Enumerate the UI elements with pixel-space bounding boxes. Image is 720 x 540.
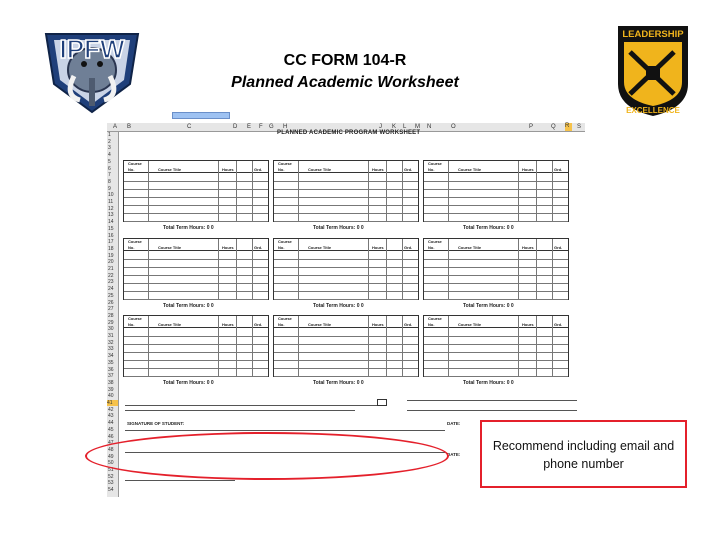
svg-text:LEADERSHIP: LEADERSHIP (622, 29, 684, 40)
term-col-line (552, 239, 553, 299)
term-block (123, 238, 269, 300)
row-header-10: 10 (108, 192, 114, 199)
term-row-line (124, 275, 268, 276)
term-row-line (124, 189, 268, 190)
total-term-hours: Total Term Hours: 0 0 (463, 303, 514, 309)
svg-text:EXCELLENCE: EXCELLENCE (626, 106, 680, 115)
term-col-course: Course (278, 239, 292, 244)
term-col-line (298, 316, 299, 376)
total-term-hours: Total Term Hours: 0 0 (163, 225, 214, 231)
column-header-o: O (451, 124, 456, 130)
term-row-line (424, 221, 568, 222)
term-row-line (274, 291, 418, 292)
term-block (423, 315, 569, 377)
term-col-line (236, 161, 237, 221)
term-col-line (252, 161, 253, 221)
term-row-line (274, 352, 418, 353)
term-col-line (218, 316, 219, 376)
rotc-logo (616, 22, 690, 118)
army-rotc-shield-icon (616, 22, 690, 118)
term-col-line (518, 316, 519, 376)
term-row-line (424, 344, 568, 345)
column-header-h: H (283, 124, 288, 130)
row-header-15: 15 (108, 225, 114, 232)
ipfw-logo (40, 18, 144, 114)
term-col-line (552, 316, 553, 376)
row-header-51: 51 (108, 467, 114, 473)
term-col-grade: Grd. (254, 167, 263, 172)
row-header-1: 1 (108, 132, 111, 138)
term-col-line (386, 316, 387, 376)
term-row-line (424, 336, 568, 337)
term-row-line (124, 291, 268, 292)
name-box (172, 112, 230, 119)
row-header-38: 38 (108, 379, 114, 386)
term-col-course-title: Course Title (458, 167, 482, 172)
column-header-p: P (529, 124, 534, 130)
row-header-5: 5 (108, 158, 111, 165)
date-label: DATE: (447, 421, 461, 426)
term-row-line (424, 197, 568, 198)
row-header-50: 50 (108, 460, 114, 467)
term-row-line (424, 267, 568, 268)
term-row-line (124, 376, 268, 377)
term-col-line (148, 161, 149, 221)
term-row-line (124, 283, 268, 284)
footnote-line (125, 402, 385, 407)
term-col-line (448, 161, 449, 221)
row-header-2: 2 (108, 138, 111, 145)
term-block (123, 315, 269, 377)
term-col-no: No. (278, 167, 285, 172)
row-header-35: 35 (108, 359, 114, 366)
term-row-line (424, 352, 568, 353)
column-header-b: B (127, 124, 132, 130)
term-col-line (402, 239, 403, 299)
row-header-31: 31 (108, 333, 114, 339)
column-header-l: L (403, 124, 407, 130)
term-col-no: No. (128, 322, 135, 327)
column-header-n: N (427, 124, 432, 130)
term-row-line (124, 360, 268, 361)
row-header-21: 21 (108, 266, 114, 272)
term-col-course: Course (428, 316, 442, 321)
term-col-line (402, 161, 403, 221)
term-col-course-title: Course Title (308, 245, 332, 250)
term-row-line (424, 275, 568, 276)
total-term-hours: Total Term Hours: 0 0 (313, 303, 364, 309)
row-header-25: 25 (108, 292, 114, 299)
row-header-44: 44 (108, 420, 114, 427)
term-row-line (124, 299, 268, 300)
row-header-53: 53 (108, 480, 114, 487)
row-header-47: 47 (108, 440, 114, 447)
term-row-line (274, 275, 418, 276)
footnote-line-4 (407, 410, 577, 411)
row-header-27: 27 (108, 306, 114, 313)
term-col-line (218, 161, 219, 221)
term-row-line (274, 267, 418, 268)
term-col-grade: Grd. (254, 245, 263, 250)
term-row-line (424, 259, 568, 260)
column-header-a: A (113, 124, 118, 130)
column-header-q: Q (551, 124, 556, 130)
term-row-line (124, 213, 268, 214)
column-header-k: K (392, 124, 397, 130)
term-row-line (274, 368, 418, 369)
term-col-course: Course (278, 161, 292, 166)
svg-text:IPFW: IPFW (59, 34, 125, 64)
term-row-line (124, 181, 268, 182)
row-header-54: 54 (108, 487, 114, 494)
term-col-no: No. (128, 167, 135, 172)
term-col-course-title: Course Title (308, 322, 332, 327)
row-header-28: 28 (108, 312, 114, 319)
term-col-course-title: Course Title (458, 322, 482, 327)
row-header-37: 37 (108, 373, 114, 380)
term-col-hours: Hours (372, 245, 384, 250)
row-header-48: 48 (108, 446, 114, 453)
worksheet-title: PLANNED ACADEMIC PROGRAM WORKSHEET (277, 130, 421, 136)
row-header-43: 43 (108, 413, 114, 420)
column-header-e: E (247, 124, 252, 130)
term-col-line (536, 161, 537, 221)
footnote-line-2 (407, 400, 577, 401)
term-row-line (124, 205, 268, 206)
total-term-hours: Total Term Hours: 0 0 (313, 225, 364, 231)
term-block (273, 315, 419, 377)
term-col-hours: Hours (522, 322, 534, 327)
term-col-line (298, 161, 299, 221)
signature-label: SIGNATURE OF STUDENT: (127, 421, 185, 426)
term-col-course: Course (128, 161, 142, 166)
term-col-line (368, 316, 369, 376)
term-row-line (424, 376, 568, 377)
term-row-line (124, 336, 268, 337)
term-row-line (124, 221, 268, 222)
term-col-no: No. (278, 322, 285, 327)
term-col-no: No. (428, 245, 435, 250)
term-row-line (274, 299, 418, 300)
term-col-line (448, 316, 449, 376)
term-col-line (386, 239, 387, 299)
total-term-hours: Total Term Hours: 0 0 (163, 303, 214, 309)
term-row-line (424, 189, 568, 190)
row-header-11: 11 (108, 199, 114, 205)
term-col-line (236, 239, 237, 299)
term-row-line (124, 267, 268, 268)
row-header-16: 16 (108, 232, 114, 239)
term-col-course: Course (428, 239, 442, 244)
term-row-line (424, 283, 568, 284)
column-header-f: F (259, 124, 263, 130)
term-col-line (236, 316, 237, 376)
column-header-j: J (379, 124, 382, 130)
term-row-line (274, 189, 418, 190)
footnote-line-3 (125, 410, 355, 411)
row-header-18: 18 (108, 245, 114, 252)
term-row-line (274, 205, 418, 206)
term-col-line (148, 316, 149, 376)
term-col-no: No. (128, 245, 135, 250)
term-col-line (518, 161, 519, 221)
row-header-19: 19 (108, 252, 114, 259)
term-row-line (274, 221, 418, 222)
row-header-22: 22 (108, 272, 114, 279)
highlight-ellipse (85, 432, 449, 480)
term-col-line (518, 239, 519, 299)
term-col-line (252, 316, 253, 376)
term-col-course: Course (278, 316, 292, 321)
column-header-r: R (565, 123, 572, 131)
total-term-hours: Total Term Hours: 0 0 (463, 380, 514, 386)
term-col-course-title: Course Title (158, 167, 182, 172)
row-header-17: 17 (108, 239, 114, 246)
term-row-line (124, 344, 268, 345)
row-header-33: 33 (108, 346, 114, 353)
column-header-g: G (269, 124, 274, 130)
row-header-14: 14 (108, 219, 114, 226)
term-col-line (402, 316, 403, 376)
page-title (180, 50, 510, 94)
term-col-line (368, 161, 369, 221)
term-col-course: Course (128, 316, 142, 321)
recommendation-callout: Recommend including email and phone number (480, 420, 687, 488)
term-header (424, 161, 568, 173)
term-row-line (424, 291, 568, 292)
term-col-grade: Grd. (554, 167, 563, 172)
footnote-box (377, 399, 387, 406)
term-block (273, 238, 419, 300)
row-header-8: 8 (108, 178, 111, 185)
term-col-line (552, 161, 553, 221)
term-block (123, 160, 269, 222)
term-row-line (124, 197, 268, 198)
term-row-line (424, 181, 568, 182)
row-header-26: 26 (108, 299, 114, 306)
term-header (274, 239, 418, 251)
term-row-line (274, 197, 418, 198)
term-block (423, 238, 569, 300)
term-col-grade: Grd. (554, 322, 563, 327)
term-row-line (424, 360, 568, 361)
row-header-39: 39 (108, 386, 114, 393)
form-id-line (125, 480, 235, 481)
signature-line (125, 430, 445, 431)
row-header-20: 20 (108, 259, 114, 266)
term-col-course-title: Course Title (458, 245, 482, 250)
row-header-46: 46 (108, 433, 114, 440)
mastodon-mascot-icon (40, 18, 144, 114)
term-row-line (274, 259, 418, 260)
term-col-hours: Hours (222, 245, 234, 250)
term-col-line (536, 316, 537, 376)
row-header-32: 32 (108, 339, 114, 346)
term-header (424, 316, 568, 328)
row-header-49: 49 (108, 453, 114, 460)
term-header (124, 161, 268, 173)
term-col-course-title: Course Title (308, 167, 332, 172)
term-row-line (124, 368, 268, 369)
total-term-hours: Total Term Hours: 0 0 (463, 225, 514, 231)
row-header-3: 3 (108, 145, 111, 152)
term-col-grade: Grd. (404, 322, 413, 327)
row-header-30: 30 (108, 326, 114, 333)
term-col-hours: Hours (222, 322, 234, 327)
date-label-2: DATE: (447, 452, 461, 457)
term-col-hours: Hours (522, 167, 534, 172)
row-header-23: 23 (108, 279, 114, 286)
term-col-course-title: Course Title (158, 245, 182, 250)
term-col-line (536, 239, 537, 299)
term-col-line (386, 161, 387, 221)
term-header (274, 316, 418, 328)
row-header-52: 52 (108, 473, 114, 480)
term-col-line (298, 239, 299, 299)
term-row-line (424, 205, 568, 206)
row-header-45: 45 (108, 426, 114, 433)
row-header-42: 42 (108, 406, 114, 413)
term-header (274, 161, 418, 173)
term-block (273, 160, 419, 222)
term-col-grade: Grd. (254, 322, 263, 327)
term-col-grade: Grd. (404, 245, 413, 250)
term-row-line (274, 376, 418, 377)
term-col-course-title: Course Title (158, 322, 182, 327)
row-header-40: 40 (108, 393, 114, 400)
term-row-line (274, 360, 418, 361)
row-header-6: 6 (108, 165, 111, 172)
term-col-grade: Grd. (404, 167, 413, 172)
term-col-line (368, 239, 369, 299)
term-col-hours: Hours (522, 245, 534, 250)
column-header-c: C (187, 124, 192, 130)
term-col-line (148, 239, 149, 299)
term-col-course: Course (428, 161, 442, 166)
term-col-no: No. (278, 245, 285, 250)
column-header-m: M (415, 124, 420, 130)
term-col-grade: Grd. (554, 245, 563, 250)
term-col-hours: Hours (222, 167, 234, 172)
term-block (423, 160, 569, 222)
form-number: CC FORM 104-R (283, 52, 407, 69)
term-col-hours: Hours (372, 167, 384, 172)
term-row-line (124, 352, 268, 353)
row-header-34: 34 (108, 353, 114, 360)
term-row-line (274, 344, 418, 345)
term-row-line (424, 368, 568, 369)
row-header-12: 12 (108, 205, 114, 212)
term-row-line (274, 213, 418, 214)
term-header (424, 239, 568, 251)
row-header-29: 29 (108, 319, 114, 326)
term-row-line (274, 336, 418, 337)
row-header-4: 4 (108, 152, 111, 159)
row-header-36: 36 (108, 366, 114, 373)
total-term-hours: Total Term Hours: 0 0 (313, 380, 364, 386)
row-header-24: 24 (108, 286, 114, 293)
term-col-line (448, 239, 449, 299)
row-header-9: 9 (108, 185, 111, 192)
term-header (124, 316, 268, 328)
term-col-no: No. (428, 322, 435, 327)
row-header-13: 13 (108, 212, 114, 219)
column-header-s: S (577, 124, 582, 130)
row-header-7: 7 (108, 172, 111, 179)
term-row-line (124, 259, 268, 260)
term-col-line (252, 239, 253, 299)
term-col-course: Course (128, 239, 142, 244)
term-row-line (274, 181, 418, 182)
term-row-line (424, 299, 568, 300)
term-row-line (424, 213, 568, 214)
term-col-line (218, 239, 219, 299)
form-name: Planned Academic Worksheet (231, 74, 459, 91)
term-header (124, 239, 268, 251)
term-col-no: No. (428, 167, 435, 172)
row-header-41: 41 (107, 400, 118, 406)
term-col-hours: Hours (372, 322, 384, 327)
term-row-line (274, 283, 418, 284)
total-term-hours: Total Term Hours: 0 0 (163, 380, 214, 386)
column-header-d: D (233, 124, 238, 130)
